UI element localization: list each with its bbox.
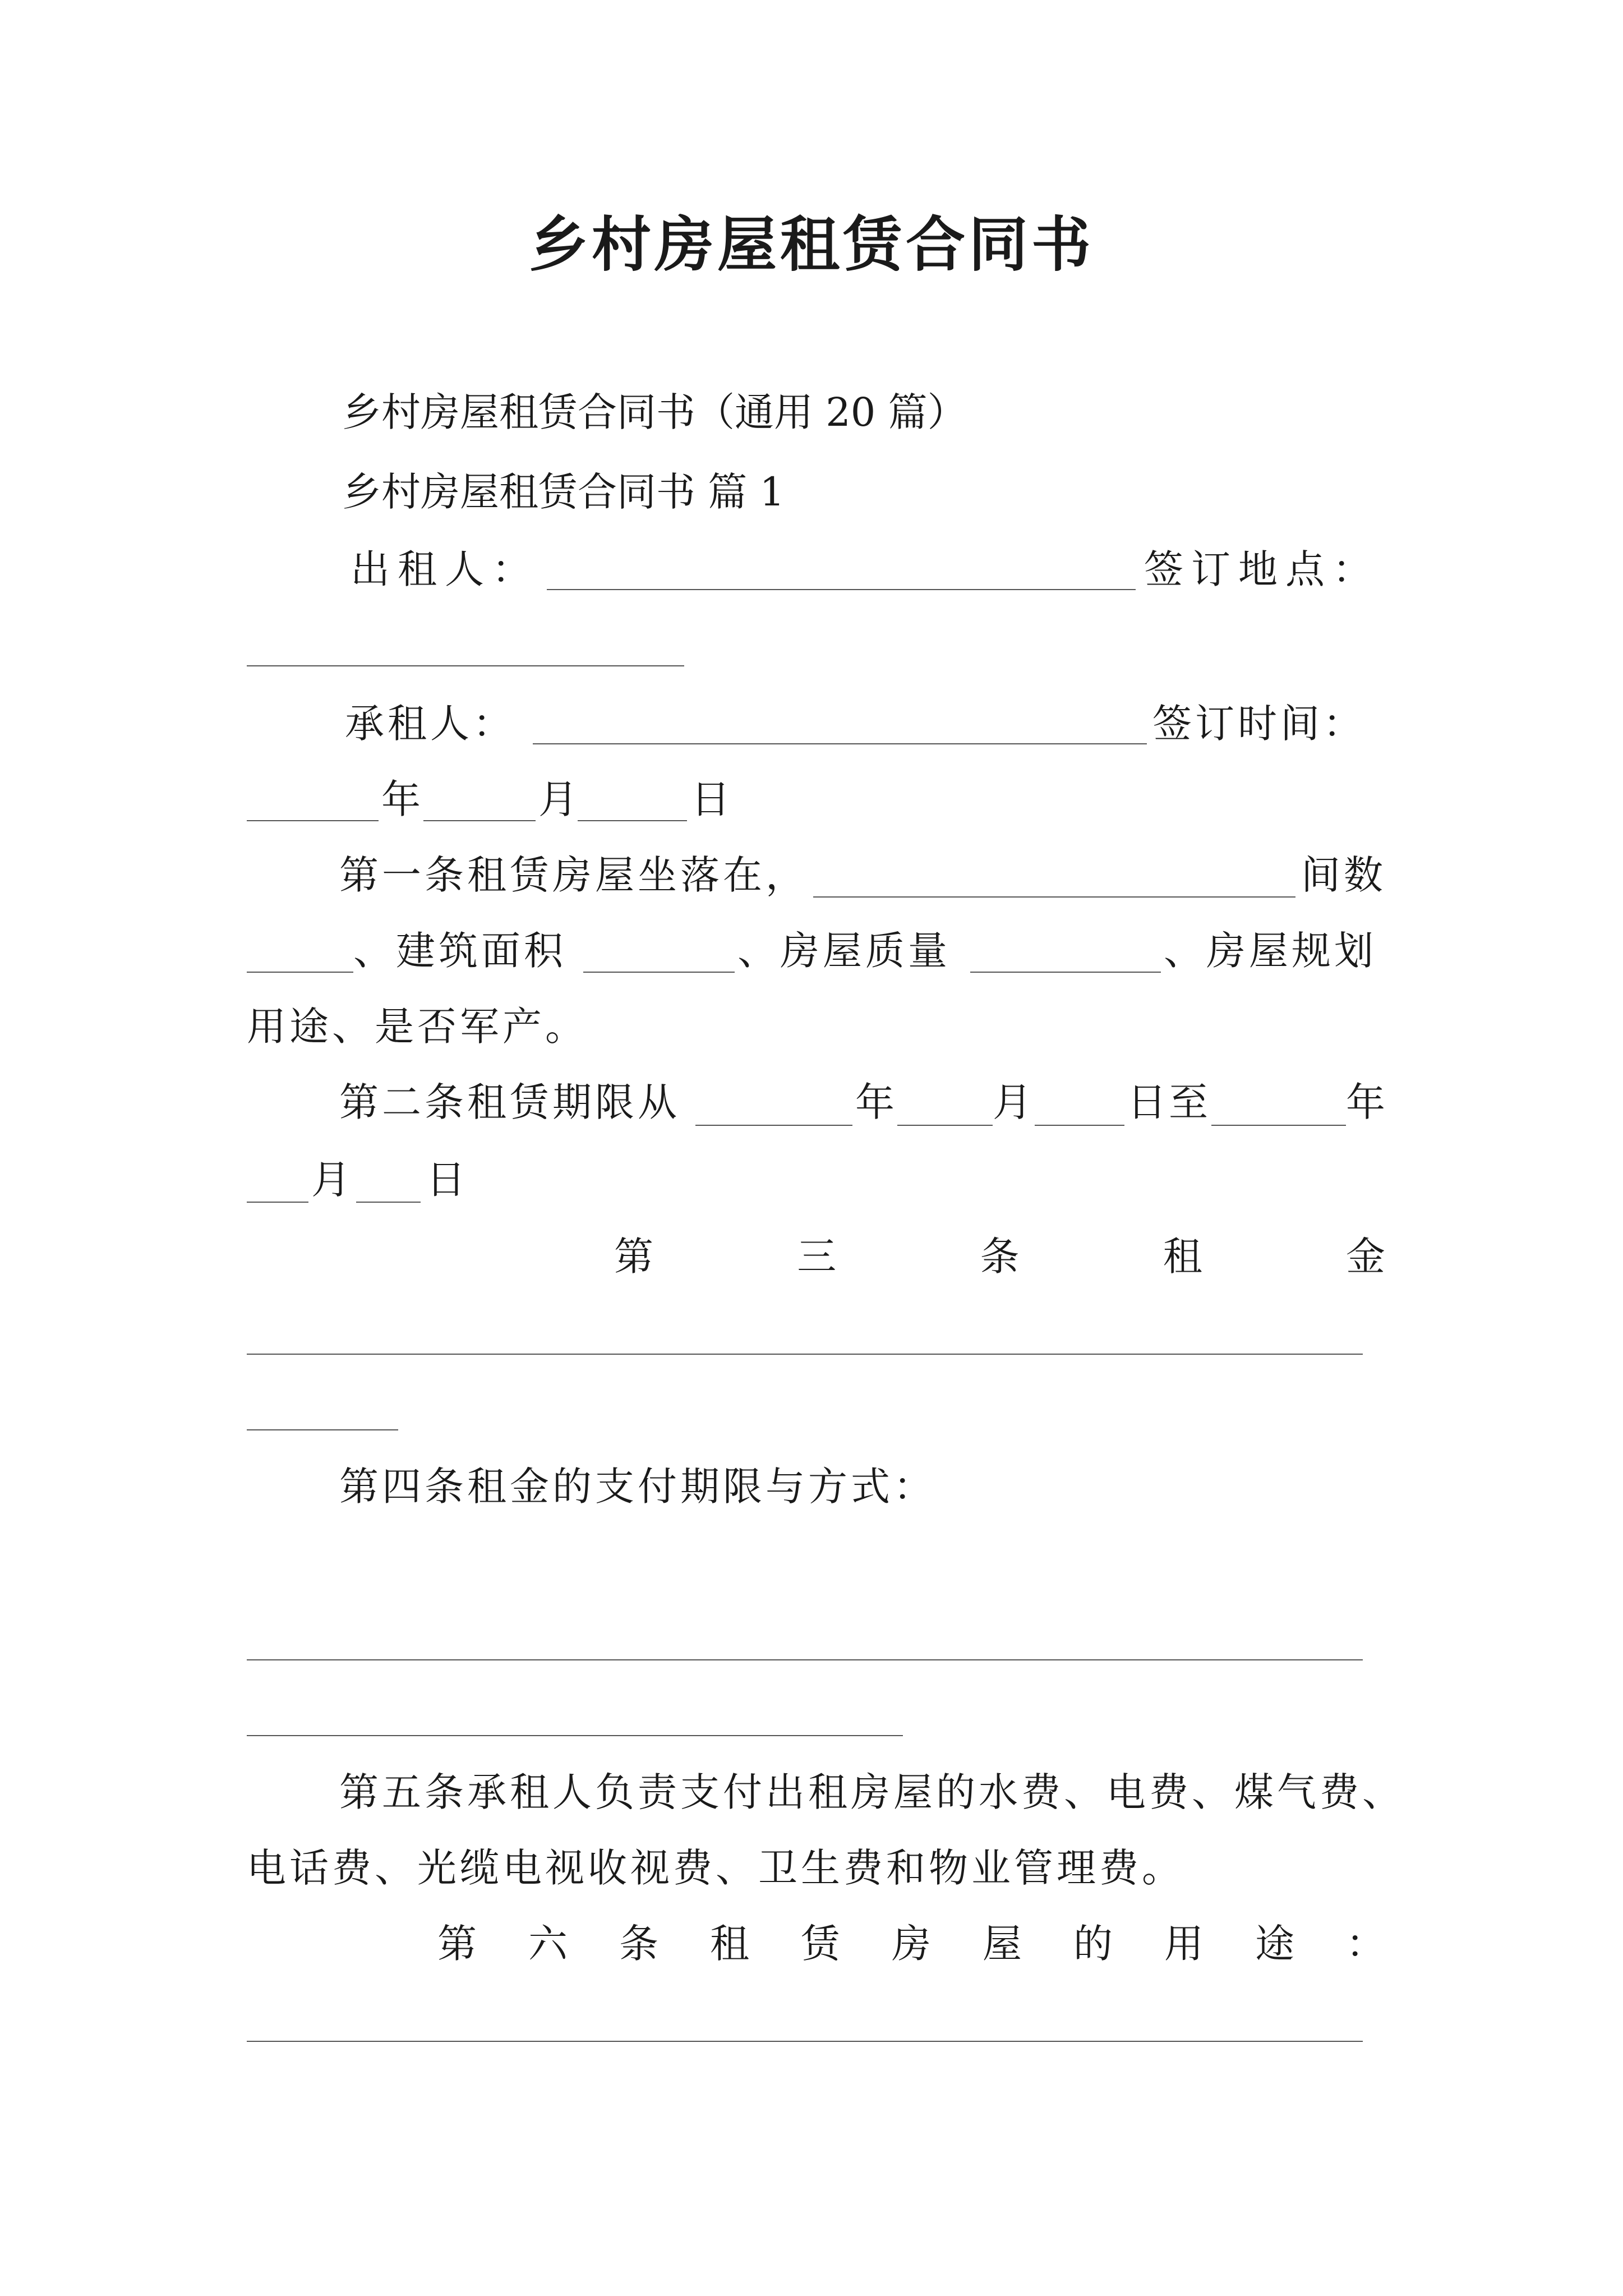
clause5-line2: 电话费、光缆电视收视费、卫生费和物业管理费。: [247, 1845, 1184, 1891]
clause6-char: ：: [1346, 1921, 1385, 1967]
clause2-year2-blank: [1211, 1125, 1346, 1126]
clause2-month-blank: [897, 1125, 993, 1126]
clause1-rooms-blank: [247, 972, 353, 973]
sign-time-label: 签订时间：: [1152, 701, 1366, 747]
clause6-char: 赁: [801, 1921, 840, 1967]
day-label: 日: [691, 776, 730, 822]
sign-place-blank: [247, 665, 684, 666]
clause6-char: 第: [437, 1921, 477, 1967]
clause6-char: 途: [1255, 1921, 1294, 1967]
clause1-location-blank: [813, 896, 1295, 898]
clause1-text: 第一条租赁房屋坐落在，: [339, 852, 808, 898]
clause3-blank-line2: [247, 1429, 398, 1430]
clause1-quality-label: 、房屋质量: [737, 928, 951, 974]
clause3-char: 第: [614, 1234, 653, 1280]
clause1-end: 用途、是否军产。: [247, 1004, 588, 1050]
clause1-area-label: 、建筑面积: [353, 928, 566, 974]
sign-place-label: 签订地点：: [1144, 546, 1380, 592]
clause5-line1: 第五条承租人负责支付出租房屋的水费、电费、煤气费、: [339, 1769, 1405, 1815]
clause6-char: 租: [710, 1921, 749, 1967]
lessee-blank: [533, 743, 1147, 744]
clause4-blank-line2: [247, 1735, 903, 1736]
clause6-char: 房: [892, 1921, 931, 1967]
document-title: 乡村房屋租赁合同书: [529, 210, 1094, 279]
lessee-label: 承租人：: [345, 701, 515, 747]
clause2-month-label: 月: [993, 1079, 1032, 1125]
clause6-blank-line1: [247, 2041, 1363, 2042]
clause1-area-blank: [583, 972, 735, 973]
clause3-heading: [614, 1234, 1385, 1280]
clause2-day-blank: [1035, 1125, 1124, 1126]
clause2-month2-label: 月: [311, 1157, 351, 1203]
lessor-blank: [547, 589, 1136, 590]
clause4-blank-line1: [247, 1659, 1363, 1660]
year-blank: [247, 820, 379, 821]
clause3-char: 金: [1346, 1234, 1385, 1280]
clause6-char: 六: [528, 1921, 568, 1967]
clause2-year2-label: 年: [1346, 1079, 1385, 1125]
lessor-label: 出租人：: [351, 546, 539, 592]
clause2-month2-blank: [247, 1202, 308, 1203]
article-heading: 乡村房屋租赁合同书 篇 1: [342, 469, 785, 515]
clause3-char: 条: [980, 1234, 1020, 1280]
document-subtitle: 乡村房屋租赁合同书（通用 20 篇）: [342, 389, 967, 435]
clause2-day2-label: 日: [426, 1157, 465, 1203]
year-label: 年: [381, 776, 421, 822]
day-blank: [578, 820, 687, 821]
clause2-year-blank: [695, 1125, 852, 1126]
clause6-heading: [437, 1921, 1385, 1967]
clause1-rooms-label: 间数: [1301, 852, 1386, 898]
clause6-char: 条: [619, 1921, 658, 1967]
clause6-char: 屋: [983, 1921, 1022, 1967]
clause3-blank-line1: [247, 1354, 1363, 1355]
clause1-quality-blank: [970, 972, 1161, 973]
clause3-char: 三: [797, 1234, 837, 1280]
clause6-char: 的: [1073, 1921, 1113, 1967]
clause2-day2-blank: [356, 1202, 421, 1203]
clause2-text: 第二条租赁期限从: [339, 1079, 680, 1125]
clause6-char: 用: [1164, 1921, 1204, 1967]
clause1-use-label: 、房屋规划: [1164, 928, 1377, 974]
clause3-char: 租: [1163, 1234, 1202, 1280]
clause2-day-to-label: 日至: [1127, 1079, 1210, 1125]
month-blank: [423, 820, 536, 821]
clause4-text: 第四条租金的支付期限与方式：: [339, 1464, 936, 1510]
clause2-year-label: 年: [855, 1079, 895, 1125]
month-label: 月: [538, 776, 578, 822]
